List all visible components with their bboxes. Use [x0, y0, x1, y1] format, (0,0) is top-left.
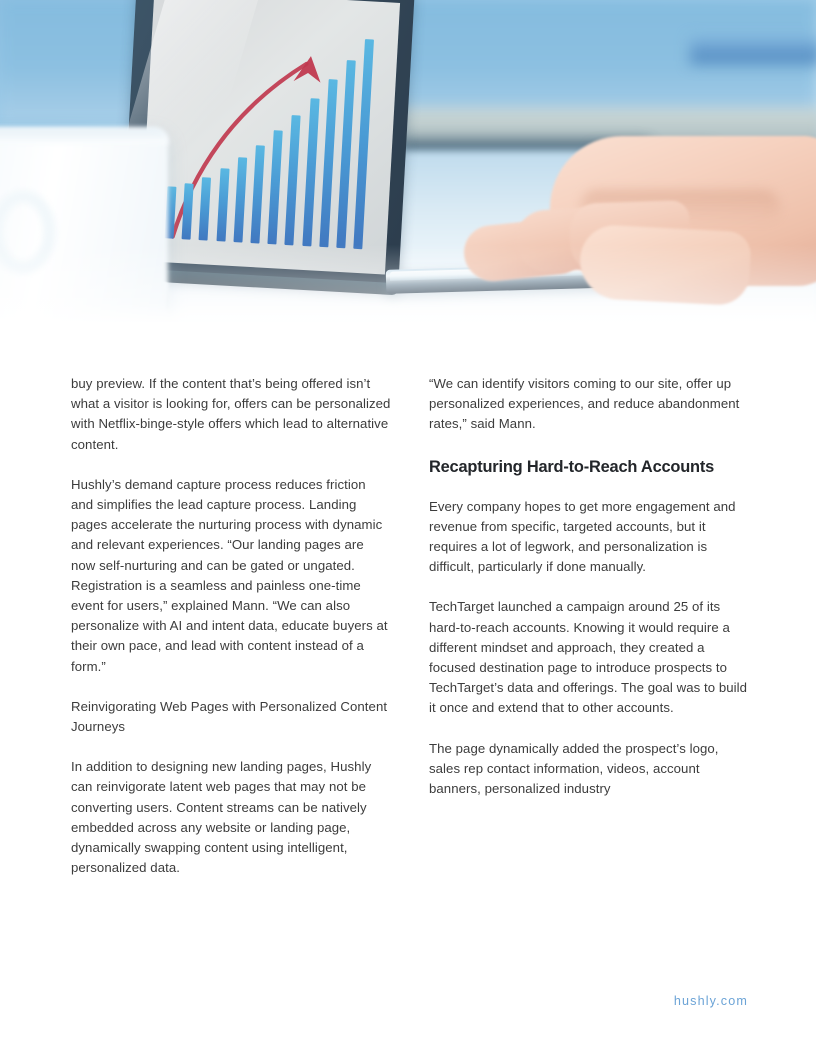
chart-bar [216, 168, 229, 241]
paragraph: TechTarget launched a campaign around 25 of its hard-to-reach accounts. Knowing it would require a different mindset and approach, they created a focused destination page to introduce prospects to TechTarget’s data and offerings. The goal was to build it once and extend that to other accounts. [429, 599, 748, 716]
article-content [71, 374, 749, 878]
chart-bar [302, 98, 319, 247]
chart-bar [353, 39, 374, 249]
coffee-mug-rim [0, 128, 168, 144]
hero-scene [0, 0, 816, 322]
chart-bar [285, 115, 301, 246]
paragraph: buy preview. If the content that’s being offered isn’t what a visitor is looking for, offers can be personalized with Netflix-binge-style offers which lead to alternative content. [71, 376, 391, 452]
paragraph: Every company hopes to get more engagement and revenue from specific, targeted accounts, but it requires a lot of legwork, and personalization is difficult, particularly if done manually. [429, 498, 736, 575]
chart-bar [250, 145, 264, 244]
chart-bar [319, 79, 337, 247]
hero-image [0, 0, 816, 322]
paragraph: In addition to designing new landing pages, Hushly can reinvigorate latent web pages that may not be converting users. Content streams can be natively embedded across any website or landing page, dynamically swapping content using intelligent, personalized data. [71, 759, 372, 876]
hand [430, 136, 816, 308]
quote-paragraph: “We can identify visitors coming to our site, offer up personalized experiences, and reduce abandonment rates,” said Mann. [429, 376, 740, 432]
subheading-text: Reinvigorating Web Pages with Personalized Content Journeys [71, 698, 388, 735]
left-column [71, 374, 391, 878]
thumb [578, 224, 752, 307]
chart-bar [336, 60, 355, 249]
right-column [429, 374, 749, 878]
background-blue-strip [690, 38, 816, 64]
chart-bar [268, 130, 283, 244]
footer-website-link[interactable]: hushly.com [673, 994, 748, 1008]
paragraph: Hushly’s demand capture process reduces friction and simplifies the lead capture process. Landing pages accelerate the nurturing process with dynamic and relevant experiences. “Our landing pages are now self-nurturing and can be gated or ungated. Registration is a seamless and painless one-time event for users,” explained Mann. “We can also personalize with AI and intent data, educate buyers at their own pace, and lead with content instead of a form.” [71, 476, 388, 674]
section-heading: Recapturing Hard-to-Reach Accounts [429, 457, 715, 476]
chart-bar [233, 157, 247, 242]
paragraph: The page dynamically added the prospect’s logo, sales rep contact information, videos, account banners, personalized industry [429, 740, 719, 797]
